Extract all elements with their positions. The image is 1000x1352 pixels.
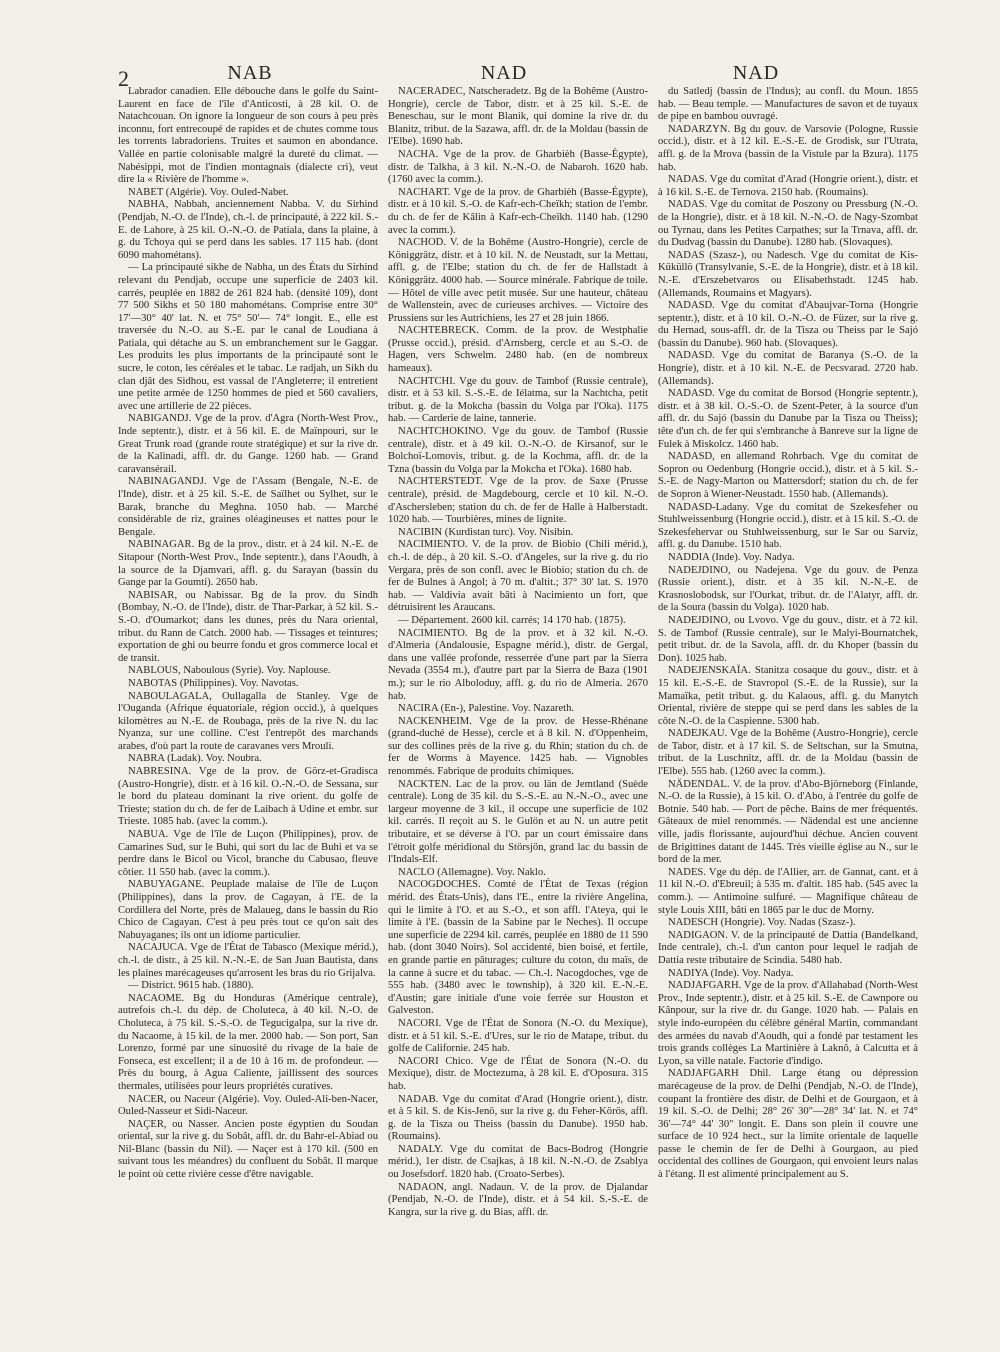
dictionary-entry: NADALY. Vge du comitat de Bacs-Bodrog (Hongrie mérid.), 1er distr. de Csajkas, à 18 kil. N.-N.-O. de Zsablya ou Josefsdorf. 1820 hab. (Croato-Serbes).: [388, 1143, 648, 1181]
dictionary-entry: NACHART. Vge de la prov. de Gharbièh (Basse-Égypte), distr. et à 10 kil. S.-O. de Kafr-ech-Cheïkh; station de l'embr. du ch. de fer de Kâlin à Kafr-ech-Cheïkh. 1140 hab. (1290 avec la comm.).: [388, 186, 648, 236]
dictionary-entry: NACAOME. Bg du Honduras (Amérique centrale), autrefois ch.-l. du dép. de Choluteca, à 40 kil. N.-O. de Choluteca, à 75 kil. S.-S.-O. de Tegucigalpa, sur la rive dr. du Nacaome, à 15 kil. de la mer. 2000 hab. — Son port, San Lorenzo, formé par une sinuosité du rivage de la baie de Fonseca, est excellent; il a de 10 à 16 m. de profondeur. — Près du bourg, à Agua Caliente, jaillissent des sources thermales, utilisées pour leurs propriétés curatives.: [118, 992, 378, 1092]
dictionary-entry: NADEJKAU. Vge de la Bohême (Austro-Hongrie), cercle de Tabor, distr. et à 17 kil. S. de Seltschan, sur la Smutna, tribut. de la Luschnitz, affl. dr. de la Moldau (bassin de l'Elbe). 555 hab. (1260 avec la comm.).: [658, 728, 918, 778]
dictionary-entry: NABISAR, ou Nabissar. Bg de la prov. du Sindh (Bombay, N.-O. de l'Inde), distr. de Thar-Parkar, à 52 kil. S.-S.-O. d'Oumarkot; dans les dunes, près du Nara oriental, tribut. du Rann de Catch. 2000 hab. — Tissages et teintures; exportation de ghi ou beurre fondu et gros commerce local et de transit.: [118, 589, 378, 664]
dictionary-entry: NADIGAON. V. de la principauté de Dattia (Bandelkand, Inde centrale), ch.-l. d'un canton pour lequel le radjah de Dattia reste tributaire de Scindia. 5480 hab.: [658, 929, 918, 966]
running-head-left: NAB: [227, 62, 273, 84]
dictionary-entry: NACHA. Vge de la prov. de Gharbièh (Basse-Égypte), distr. de Talkha, à 3 kil. N.-N.-O. de Nabaroh. 1620 hab. (1760 avec la comm.).: [388, 148, 648, 186]
dictionary-entry: NACIRA (En-), Palestine. Voy. Nazareth.: [398, 703, 575, 715]
dictionary-entry: NADES. Vge du dép. de l'Allier, arr. de Gannat, cant. et à 11 kil N.-O. d'Ebreuil; à 535 m. d'altit. 185 hab. (545 avec la comm.). — Antimoine sulfuré. — Magnifique château de style Louis XIII, bâti en 1865 par le duc de Morny.: [658, 866, 918, 916]
dictionary-entry: NACORI Chico. Vge de l'État de Sonora (N.-O. du Mexique), distr. de Moctezuma, à 28 kil. E. d'Oposura. 315 hab.: [388, 1055, 648, 1092]
dictionary-entry: NACHTCHI. Vge du gouv. de Tambof (Russie centrale), distr. et à 53 kil. S.-S.-E. de Iélatma, sur la Nachtcha, petit tribut. g. de la Mokcha (bassin du Volga par l'Oka). 1175 hab. — Carderie de laine, tannerie.: [388, 375, 648, 425]
dictionary-entry: NACIBIN (Kurdistan turc). Voy. Nisibin.: [398, 526, 574, 538]
dictionary-entry: NADIYA (Inde). Voy. Nadya.: [668, 967, 794, 979]
dictionary-entry: du Satledj (bassin de l'Indus); au confl. du Moun. 1855 hab. — Beau temple. — Manufactures de savon et de tuyaux de pipe en bambou ouvragé.: [658, 86, 918, 123]
dictionary-entry: — La principauté sikhe de Nabha, un des États du Sirhind relevant du Pendjab, occupe une superficie de 2403 kil. carrés, peuplée en 1882 de 261 824 hab. (densité 109), dont 77 500 Sikhs et 50 180 mahométans. Comprise entre 30° 17'—30° 40' lat. N. et 75° 50'— 74° longit. E., elle est traversée du N.-O. au S.-E. par le canal de Loudiana à Patiala, qui détache au S. un embranchement sur le Gaggar. Les produits les plus importants de la principauté sont le sucre, le coton, les céréales et le tabac. Le radjah, un Sikh du clan djât des Sidhou, est vassal de l'Angleterre; il entretient une petite armée de 1250 hommes de pied et 560 cavaliers, avec une artillerie de 22 pièces.: [118, 262, 378, 412]
dictionary-entry: NABINAGANDJ. Vge de l'Assam (Bengale, N.-E. de l'Inde), distr. et à 25 kil. S.-E. de Saïlhet ou Sylhet, sur le Barak, branche du Meghna. 1050 hab. — Marché considérable de riz, graines oléagineuses et nattes pour le Bengale.: [118, 476, 378, 538]
dictionary-entry: NACIMIENTO. Bg de la prov. et à 32 kil. N.-O. d'Almeria (Andalousie, Espagne mérid.), distr. de Gergal, dans une vallée profonde, resserrée d'une part par la Sierra Nevada (3554 m.), d'autre part par la Sierra de Baza (1901 m.); sur le rio Alboloduy, affl. g. du rio de Almeria. 2670 hab.: [388, 627, 648, 702]
dictionary-entry: NADASD, en allemand Rohrbach. Vge du comitat de Sopron ou Oedenburg (Hongrie occid.), distr. et à 5 kil. S.-S.-E. de Nagy-Marton ou Mattersdorf; station du ch. de fer de Sopron à Wiener-Neustadt. 1550 hab. (Allemands).: [658, 451, 918, 500]
dictionary-entry: NABRA (Ladak). Voy. Noubra.: [128, 753, 262, 765]
dictionary-entry: NABET (Algérie). Voy. Ouled-Nabet.: [128, 186, 289, 198]
running-head-right: NAD: [732, 62, 780, 84]
dictionary-entry: NADAS (Szasz-), ou Nadesch. Vge du comitat de Kis-Küküllö (Transylvanie, S.-E. de la Hongrie), distr. et à 18 kil. N.-E. d'Erszebetvaros ou Elisabethstadt. 1245 hab. (Allemands, Roumains et Magyars).: [658, 249, 918, 299]
dictionary-entry: NADEJDINO, ou Nadejena. Vge du gouv. de Penza (Russie orient.), distr. et à 35 kil. N.-N.-E. de Krasnoslobodsk, sur l'Ourkat, tribut. dr. de l'Alatyr, affl. dr. de la Soura (bassin du Volga). 1020 hab.: [658, 564, 918, 614]
dictionary-entry: NACOGDOCHES. Comté de l'État de Texas (région mérid. des États-Unis), dans l'E., entre la rivière Angelina, qui le limite à l'O. et au S.-O., et son affl. l'Ateya, qui le limite à l'E. (bassin de la Sabine par le Neches). Il occupe une superficie de 2294 kil. carrés, peuplée en 1880 de 11 590 hab. (dont 3040 Noirs). Sol accidenté, bien boisé, et fertile, en grande partie en pâturages; culture du coton, du maïs, de la canne à sucre et du tabac. — Ch.-l. Nacogdoches, vge de 555 hab. (3480 avec le township), à 320 kil. E.-N.-E. d'Austin; gare initiale d'une voie ferrée sur Houston et Galveston.: [388, 879, 648, 1017]
dictionary-entry: NACERADEC, Natscheradetz. Bg de la Bohême (Austro-Hongrie), cercle de Tabor, distr. et à 25 kil. S.-E. de Beneschau, sur le mont Blanik, qui domine la rive dr. du Blanitz, tribut. de la Sazawa, affl. dr. de la Moldau (bassin de l'Elbe). 1690 hab.: [388, 86, 648, 148]
dictionary-entry: NADESCH (Hongrie). Voy. Nadas (Szasz-).: [668, 917, 856, 929]
dictionary-entry: NABOULAGALA, Oullagalla de Stanley. Vge de l'Ouganda (Afrique équatoriale, région occid.), à quelques kilomètres au N.-E. de Roubaga, près de la rive N. du lac Nyanza, sur une colline. C'est l'entrepôt des marchands arabes, d'où part la route de caravanes vers Mrouli.: [118, 690, 378, 752]
dictionary-entry: NAÇER, ou Nasser. Ancien poste égyptien du Soudan oriental, sur la rive g. du Sobât, affl. dr. du Bahr-el-Abiad ou Nil-Blanc (bassin du Nil). — Naçer est à 170 kil. (500 en suivant tous les méandres) du confluent du Sobât. Il marque le point où cette rivière cesse d'être navigable.: [118, 1118, 378, 1181]
running-head-center: NAD: [480, 62, 528, 84]
dictionary-entry: NADAON, angl. Nadaun. V. de la prov. de Djalandar (Pendjab, N.-O. de l'Inde), distr. et à 54 kil. S.-S.-E. de Kangra, sur la rive g. du Bias, affl. dr.: [388, 1181, 648, 1218]
dictionary-entry: NABUYAGANE. Peuplade malaise de l'île de Luçon (Philippines), dans la prov. de Cagayan, à l'E. de la Cordillera del Norte, près de Malaueg, dans le bassin du Rio Chico de Cagayan. C'est à peu près tout ce qu'on sait des Nabuyaganes; ils ont un idiome particulier.: [118, 879, 378, 941]
column-left: [118, 86, 378, 1336]
page-number: 2: [118, 66, 129, 91]
dictionary-entry: NACORI. Vge de l'État de Sonora (N.-O. du Mexique), distr. et à 51 kil. S.-E. d'Ures, sur le rio de Matape, tribut. du golfe de Californie. 245 hab.: [388, 1017, 648, 1055]
dictionary-entry: Labrador canadien. Elle débouche dans le golfe du Saint-Laurent en face de l'île d'Anticosti, à 28 kil. O. de Natachcouan. On ignore la longueur de son cours à peu près inconnu, fort entrecoupé de rapides et de chutes comme tous les torrents labradoriens. Truites et saumon en abondance. Vallée en partie colonisable malgré la dureté du climat. — Nabésippi, mot de l'indien montagnais (dialecte cri), veut dire la « Rivière de l'homme ».: [118, 86, 378, 186]
dictionary-entry: NACKENHEIM. Vge de la prov. de Hesse-Rhénane (grand-duché de Hesse), cercle et à 8 kil. N. d'Oppenheim, sur des collines près de la rive g. du Rhin; station du ch. de fer de Worms à Mayence. 1425 hab. — Vignobles renommés. Fabrique de produits chimiques.: [388, 715, 648, 778]
dictionary-entry: NADASD-Ladany. Vge du comitat de Szekesfeher ou Stuhlweissenburg (Hongrie occid.), distr. et à 15 kil. S.-O. de Szekesfehervar ou Stuhlweissenburg, sur le Sar ou Sarviz, affl. g. du Danube. 1510 hab.: [658, 501, 918, 551]
dictionary-entry: — District. 9615 hab. (1880).: [128, 980, 254, 992]
column-middle: [388, 86, 648, 1336]
dictionary-entry: NACHTCHOKINO. Vge du gouv. de Tambof (Russie centrale), distr. et à 49 kil. O.-N.-O. de Kirsanof, sur le Bolchoï-Lomovis, tribut. g. de la Kochma, affl. dr. de la Tzna (bassin du Volga par la Mokcha et l'Oka). 1680 hab.: [388, 426, 648, 475]
dictionary-entry: NADARZYN. Bg du gouv. de Varsovie (Pologne, Russie occid.), distr. et à 12 kil. E.-S.-E. de Grodisk, sur l'Utrata, affl. g. de la Mrova (bassin de la Vistule par la Bzura). 1175 hab.: [658, 123, 918, 173]
dictionary-entry: NACHOD. V. de la Bohême (Austro-Hongrie), cercle de Königgrätz, distr. et à 10 kil. N. de Neustadt, sur la Mettau, affl. g. de l'Elbe; station du ch. de fer de Hallstadt à Königgrätz. 4000 hab. — Source minérale. Fabrique de toile. — Hôtel de ville avec petit musée. Sur une hauteur, château de Wallenstein, avec de curieuses archives. — Victoire des Prussiens sur les Autrichiens, les 27 et 28 juin 1866.: [388, 237, 648, 324]
dictionary-entry: NADASD. Vge du comitat de Borsod (Hongrie septentr.), distr. et à 38 kil. O.-S.-O. de Szent-Peter, à la source d'un affl. dr. du Sajó (bassin du Danube par la Tisza ou Theiss); tête d'un ch. de fer qui s'embranche à Banreve sur la ligne de Fulek à Miskolcz. 1460 hab.: [658, 388, 918, 450]
dictionary-entry: NABRESINA. Vge de la prov. de Görz-et-Gradisca (Austro-Hongrie), distr. et à 16 kil. O.-N.-O. de Sessana, sur le bord du plateau dominant la rive orient. du golfe de Trieste; station du ch. de fer de Laibach à Udine et embr. sur Trieste. 1085 hab. (avec la comm.).: [118, 766, 378, 828]
dictionary-entry: NABINAGAR. Bg de la prov., distr. et à 24 kil. N.-E. de Sitapour (North-West Prov., Inde septentr.), dans l'Aoudh, à la source de la Djamvari, affl. g. du Sarayan (bassin du Gange par la Goumti). 2650 hab.: [118, 539, 378, 589]
dictionary-entry: NABUA. Vge de l'île de Luçon (Philippines), prov. de Camarines Sud, sur le Buhi, qui sort du lac de Buhi et va se perdre dans le Bicol ou Vicol, branche du Cabusao, fleuve côtier. 11 550 hab. (avec la comm.).: [118, 829, 378, 878]
dictionary-entry: NADDIA (Inde). Voy. Nadya.: [668, 551, 795, 563]
dictionary-entry: — Département. 2600 kil. carrés; 14 170 hab. (1875).: [398, 614, 626, 626]
column-right: [658, 86, 918, 1336]
dictionary-entry: NACER, ou Naceur (Algérie). Voy. Ouled-Ali-ben-Nacer, Ouled-Nasseur et Sidi-Naceur.: [118, 1093, 378, 1118]
dictionary-entry: NACIMIENTO. V. de la prov. de Biobio (Chili mérid.), ch.-l. de dép., à 20 kil. S.-O. d'Angeles, sur la rive g. du rio Vergara, près de son confl. avec le Biobio; station du ch. de fer de Bulnes à Angol; à 70 m. d'altit.; 37° 30' lat. S. 1970 hab. — Valdivia avait bâti à Nacimiento un fort, que détruisirent les Araucans.: [388, 539, 648, 614]
dictionary-entry: NABOTAS (Philippines). Voy. Navotas.: [128, 677, 299, 689]
dictionary-entry: NABLOUS, Naboulous (Syrie). Voy. Naplouse.: [128, 665, 331, 677]
dictionary-entry: NACLO (Allemagne). Voy. Naklo.: [398, 866, 546, 878]
dictionary-entry: NABHA, Nabbah, anciennement Nabba. V. du Sirhind (Pendjab, N.-O. de l'Inde), ch.-l. de principauté, à 222 kil. S.-E. de Lahore, à 25 kil. O.-N.-O. de Patiala, dans la plaine, à g. du Tchoya qui se perd dans les sables. 17 115 hab. (dont 6090 mahométans).: [118, 199, 378, 261]
dictionary-entry: NADEJENSKAÏA. Stanitza cosaque du gouv., distr. et à 15 kil. E.-S.-E. de Stavropol (S.-E. de la Russie), sur la Mamaïka, petit tribut. g. du Kalaous, affl. g. du Manytch Oriental, rivière de steppe qui se perd dans les sables de la côte N.-O. de la Caspienne. 5300 hab.: [658, 665, 918, 727]
dictionary-entry: NACHTERSTEDT. Vge de la prov. de Saxe (Prusse centrale), présid. de Magdebourg, cercle et 10 kil. N.-O. d'Aschersleben; station du ch. de fer de Halle à Halberstadt. 1020 hab. — Tourbières, mines de lignite.: [388, 476, 648, 526]
dictionary-entry: NADJAFGARH Dhil. Large étang ou dépression marécageuse de la prov. de Delhi (Pendjab, N.-O. de l'Inde), coupant la frontière des distr. de Delhi et de Gourgaon, et à 19 kil. S.-O. de Delhi; 28° 26' 30"—28° 34' lat. N. et 74° 36'—74° 44' 30" longit. E. Dans son plein il couvre une surface de 10 924 hect., sur la limite orientale de laquelle passe le chemin de fer de Delhi à Gourgaon, au pied occidental des collines de Gourgaon, qui envoient leurs nalas à l'étang. Il est alimenté principalement au S.: [658, 1068, 918, 1181]
dictionary-entry: NADASD. Vge du comitat d'Abaujvar-Torna (Hongrie septentr.), distr. et à 10 kil. O.-N.-O. de Füzer, sur la rive g. du Hernad, sous-affl. dr. de la Tisza ou Theiss par le Sajó (bassin du Danube). 960 hab. (Slovaques).: [658, 300, 918, 349]
dictionary-entry: NABIGANDJ. Vge de la prov. d'Agra (North-West Prov., Inde septentr.), distr. et à 56 kil. E. de Maïnpouri, sur le Great Trunk road (grande route stratégique) et sur la rive dr. de la Kalinadi, affl. dr. du Gange. 1260 hab. — Grand caravansérail.: [118, 413, 378, 475]
dictionary-entry: NADAB. Vge du comitat d'Arad (Hongrie orient.), distr. et à 5 kil. S. de Kis-Jenö, sur la rive g. du Feher-Körös, affl. g. de la Tisza ou Theiss (bassin du Danube). 1950 hab. (Roumains).: [388, 1093, 648, 1143]
dictionary-entry: NADJAFGARH. Vge de la prov. d'Allahabad (North-West Prov., Inde septentr.), distr. et à 25 kil. S.-E. de Cawnpore ou Kânpour, sur la rive dr. du Gange. 1020 hab. — Palais en style indo-européen du célèbre général Martin, commandant des armées du navab d'Aoudh, qui a fondé par testament les trois grands collèges La Martinière à Laknô, à Calcutta et à Lyon, sa ville natale. Factorie d'indigo.: [658, 980, 918, 1067]
dictionary-entry: NADAS. Vge du comitat d'Arad (Hongrie orient.), distr. et à 16 kil. S.-E. de Ternova. 2150 hab. (Roumains).: [658, 174, 918, 198]
dictionary-entry: NADASD. Vge du comitat de Baranya (S.-O. de la Hongrie), distr. et à 10 kil. N.-E. de Pecsvarad. 2720 hab. (Allemands).: [658, 350, 918, 387]
dictionary-entry: NADEJDINO, ou Lvovo. Vge du gouv., distr. et à 72 kil. S. de Tambof (Russie centrale), sur le Malyi-Bournatchek, petit tribut. dr. de la Savola, affl. dr. du Khoper (bassin du Don). 1025 hab.: [658, 614, 918, 664]
dictionary-entry: NACHTEBRECK. Comm. de la prov. de Westphalie (Prusse occid.), présid. d'Arnsberg, cercle et au S.-O. de Hagen, vers Schwelm. 2480 hab. (en de nombreux hameaux).: [388, 325, 648, 375]
dictionary-entry: NADAS. Vge du comitat de Poszony ou Pressburg (N.-O. de la Hongrie), distr. et à 18 kil. N.-N.-O. de Nagy-Szombat ou Tyrnau, dans les Petites Carpathes; sur la Trnava, affl. dr. du Dudvag (bassin du Danube). 1280 hab. (Slovaques).: [658, 199, 918, 249]
dictionary-columns: [118, 86, 918, 1336]
dictionary-entry: NACKTEN. Lac de la prov. ou län de Jemtland (Suède centrale). Long de 35 kil. du S.-S.-E. au N.-N.-O., avec une largeur moyenne de 3 kil., il occupe une superficie de 102 kil. carrés. Il reçoit au S. le Gulön et au N. un autre petit tributaire, et se déverse à l'O. par un court émissaire dans l'étroit golfe méridional du Störsjön, grand lac du bassin de l'Indals-Elf.: [388, 778, 648, 866]
dictionary-entry: NÄDENDAL. V. de la prov. d'Abo-Björneborg (Finlande, N.-O. de la Russie), à 15 kil. O. d'Abo, à l'entrée du golfe de Botnie. 540 hab. — Port de pêche. Bains de mer fréquentés. Gâteaux de miel renommés. — Nädendal est une ancienne ville, jadis florissante, aujourd'hui déchue. Ancien couvent de Brigittines datant de 1445. Très vieille église au N., sur le bord de la mer.: [658, 778, 918, 866]
dictionary-entry: NACAJUCA. Vge de l'État de Tabasco (Mexique mérid.), ch.-l. de distr., à 25 kil. N.-N.-E. de San Juan Bautista, dans les plaines marécageuses qu'arrosent les bras du rio Grijalva.: [118, 942, 378, 979]
